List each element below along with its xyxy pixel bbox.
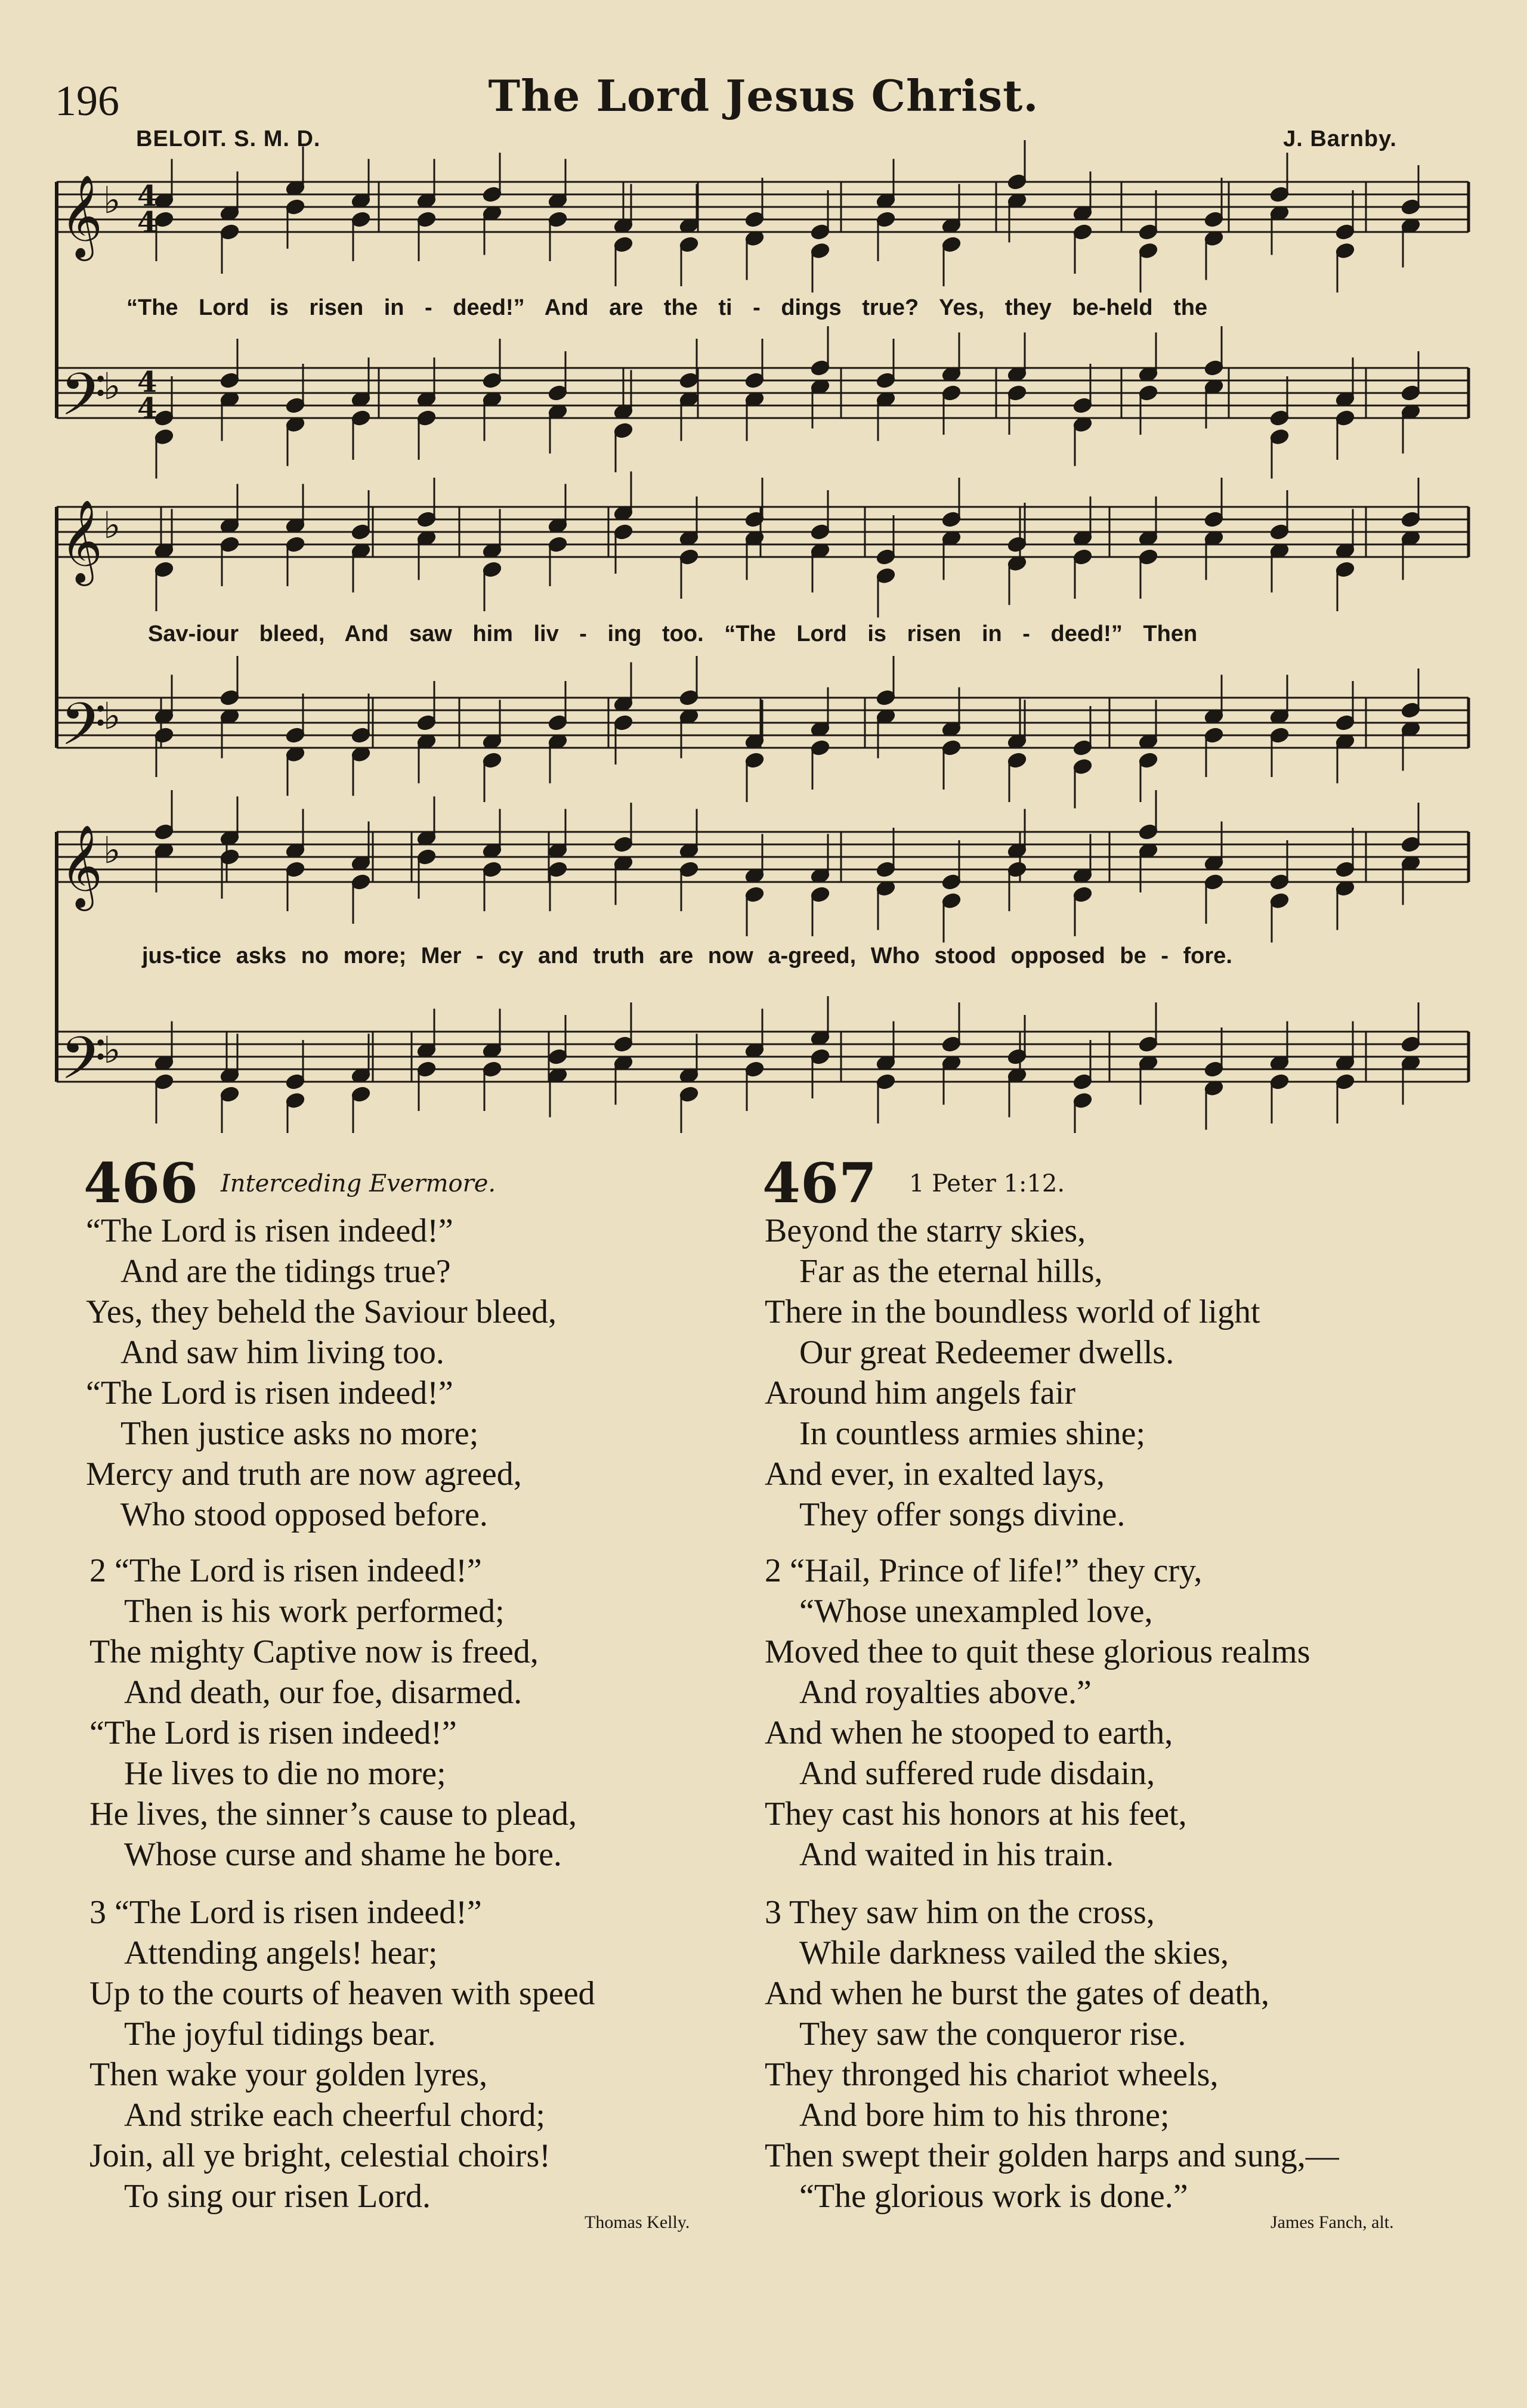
stanza-line: And suffered rude disdain,: [799, 1755, 1155, 1792]
stanza-line: And are the tidings true?: [120, 1253, 451, 1290]
stanza-line: The joyful tidings bear.: [124, 2016, 436, 2053]
flat-icon: ♭: [103, 694, 121, 738]
stanza-line: 3 “The Lord is risen indeed!”: [89, 1894, 482, 1931]
page-number: 196: [55, 77, 119, 125]
lyric-line-2: Sav-iour bleed, And saw him liv - ing too. “The Lord is risen in - deed!” Then: [148, 621, 1198, 646]
flat-icon: ♭: [103, 178, 121, 222]
stanza-line: And bore him to his throne;: [799, 2097, 1170, 2134]
stanza-line: Yes, they beheld the Saviour bleed,: [86, 1293, 557, 1330]
bass-clef-icon: 𝄢: [60, 1025, 107, 1107]
stanza-line: Beyond the starry skies,: [765, 1212, 1086, 1249]
hymn-466-author: Thomas Kelly.: [585, 2212, 690, 2232]
stanza-line: 3 They saw him on the cross,: [765, 1894, 1155, 1931]
stanza-line: He lives, the sinner’s cause to plead,: [89, 1796, 577, 1833]
stanza-line: And when he burst the gates of death,: [765, 1975, 1269, 2012]
stanza-line: Who stood opposed before.: [120, 1496, 488, 1533]
hymn-466-stanza-3: [89, 1892, 595, 2217]
running-title: The Lord Jesus Christ.: [488, 70, 1039, 121]
treble-clef-icon: 𝄞: [60, 175, 103, 258]
stanza-line: “The glorious work is done.”: [799, 2178, 1188, 2215]
stanza-line: In countless armies shine;: [799, 1415, 1146, 1452]
hymn-466-stanza-1: [86, 1211, 557, 1535]
stanza-line: Our great Redeemer dwells.: [799, 1334, 1174, 1371]
time-signature: 4: [137, 366, 157, 399]
stanza-line: “The Lord is risen indeed!”: [86, 1375, 453, 1412]
stanza-line: There in the boundless world of light: [765, 1293, 1260, 1330]
stanza-line: Then is his work performed;: [124, 1593, 505, 1630]
stanza-line: Mercy and truth are now agreed,: [86, 1456, 522, 1493]
hymn-467-heading: 1 Peter 1:12.: [909, 1170, 1065, 1197]
stanza-line: While darkness vailed the skies,: [799, 1935, 1229, 1971]
lyric-line-3: jus-tice asks no more; Mer - cy and truth are now a-greed, Who stood opposed be - fore.: [142, 943, 1232, 968]
stanza-line: And royalties above.”: [799, 1674, 1092, 1711]
treble-clef-icon: 𝄞: [60, 825, 103, 908]
stanza-line: They thronged his chariot wheels,: [765, 2056, 1219, 2093]
flat-icon: ♭: [103, 828, 121, 872]
time-signature: 4: [137, 392, 157, 425]
flat-icon: ♭: [103, 503, 121, 547]
hymn-467-stanza-3: [765, 1892, 1339, 2217]
composer: J. Barnby.: [1283, 126, 1397, 151]
stanza-line: And strike each cheerful chord;: [124, 2097, 545, 2134]
time-signature: 4: [137, 179, 157, 213]
stanza-line: Far as the eternal hills,: [799, 1253, 1103, 1290]
stanza-line: They saw the conqueror rise.: [799, 2016, 1186, 2053]
hymn-466-heading: Interceding Evermore.: [221, 1170, 496, 1197]
stanza-line: And ever, in exalted lays,: [765, 1456, 1105, 1493]
stanza-line: The mighty Captive now is freed,: [89, 1633, 539, 1670]
stanza-line: Up to the courts of heaven with speed: [89, 1975, 595, 2012]
stanza-line: Whose curse and shame he bore.: [124, 1836, 562, 1873]
stanza-line: “The Lord is risen indeed!”: [86, 1212, 453, 1249]
bass-clef-icon: 𝄢: [60, 361, 107, 444]
stanza-line: And waited in his train.: [799, 1836, 1114, 1873]
treble-clef-icon: 𝄞: [60, 500, 103, 583]
hymn-466-stanza-2: [89, 1550, 577, 1875]
hymn-466-number: 466: [84, 1151, 199, 1215]
time-signature: 4: [137, 206, 157, 239]
hymn-467-stanza-2: [765, 1550, 1310, 1875]
stanza-line: They cast his honors at his feet,: [765, 1796, 1187, 1833]
stanza-line: Attending angels! hear;: [124, 1935, 438, 1971]
stanza-line: To sing our risen Lord.: [124, 2178, 431, 2215]
stanza-line: “Whose unexampled love,: [799, 1593, 1153, 1630]
lyric-line-1: “The Lord is risen in - deed!” And are the ti - dings true? Yes, they be-held the: [126, 295, 1208, 320]
hymn-467-number: 467: [762, 1151, 877, 1215]
bass-clef-icon: 𝄢: [60, 691, 107, 773]
tune-name: BELOIT. S. M. D.: [136, 126, 321, 151]
stanza-line: They offer songs divine.: [799, 1496, 1126, 1533]
stanza-line: And death, our foe, disarmed.: [124, 1674, 523, 1711]
flat-icon: ♭: [103, 364, 121, 408]
hymn-467-stanza-1: [765, 1211, 1260, 1535]
stanza-line: He lives to die no more;: [124, 1755, 446, 1792]
stanza-line: And saw him living too.: [120, 1334, 444, 1371]
stanza-line: Around him angels fair: [765, 1375, 1075, 1412]
stanza-line: Moved thee to quit these glorious realms: [765, 1633, 1310, 1670]
stanza-line: Then justice asks no more;: [120, 1415, 479, 1452]
stanza-line: “The Lord is risen indeed!”: [89, 1714, 457, 1751]
hymn-467-author: James Fanch, alt.: [1271, 2212, 1394, 2232]
stanza-line: And when he stooped to earth,: [765, 1714, 1173, 1751]
flat-icon: ♭: [103, 1028, 121, 1072]
stanza-line: 2 “Hail, Prince of life!” they cry,: [765, 1552, 1203, 1589]
stanza-line: Join, all ye bright, celestial choirs!: [89, 2137, 551, 2174]
stanza-line: Then swept their golden harps and sung,—: [765, 2137, 1339, 2174]
stanza-line: Then wake your golden lyres,: [89, 2056, 488, 2093]
stanza-line: 2 “The Lord is risen indeed!”: [89, 1552, 482, 1589]
